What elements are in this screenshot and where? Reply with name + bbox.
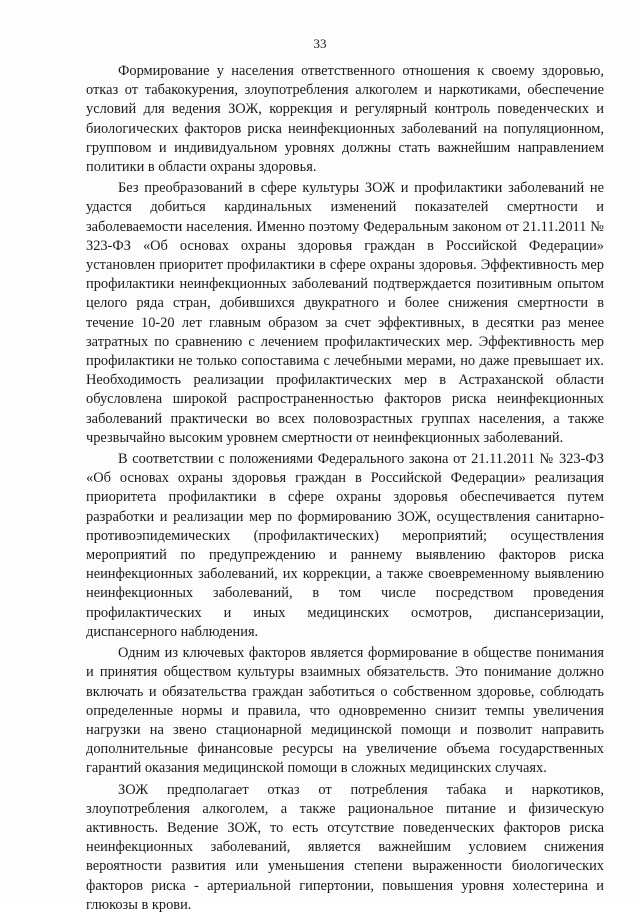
- paragraph-2: Без преобразований в сфере культуры ЗОЖ и профилактики заболеваний не удастся добиться кардинальных изменений показателей смертности и заболеваемости населения. Именно поэтому Федеральным законом от 21.11.2011 № 323-ФЗ «Об основах охраны здоровья граждан в Российской Федерации» установлен приоритет профилактики в сфере охраны здоровья. Эффективность мер профилактики неинфекционных заболеваний подтверждается позитивным опытом целого ряда стран, добившихся двукратного и более снижения смертности в течение 10-20 лет главным образом за счет эффективных, в десятки раз менее затратных по сравнению с лечением профилактических мер. Эффективность мер профилактики не только сопоставима с лечебными мерами, но даже превышает их. Необходимость реализации профилактических мер в Астраханской области обусловлена широкой распространенностью факторов риска неинфекционных заболеваний практически во всех половозрастных группах населения, а также чрезвычайно высоким уровнем смертности от неинфекционных заболеваний.: [86, 180, 604, 446]
- paragraph-3: В соответствии с положениями Федерального закона от 21.11.2011 № 323-ФЗ «Об основах охраны здоровья граждан в Российской Федерации» реализация приоритета профилактики в сфере охраны здоровья обеспечивается путем разработки и реализации мер по формированию ЗОЖ, осуществления санитарно-противоэпидемических (профилактических) мероприятий; осуществления мероприятий по предупреждению и раннему выявлению факторов риска неинфекционных заболеваний, их коррекции, а также своевременному выявлению неинфекционных заболеваний, в том числе посредством проведения профилактических и иных медицинских осмотров, диспансеризации, диспансерного наблюдения.: [86, 451, 604, 640]
- paragraph-1: Формирование у населения ответственного отношения к своему здоровью, отказ от табакокурения, злоупотребления алкоголем и наркотиками, обеспечение условий для ведения ЗОЖ, коррекция и регулярный контроль поведенческих и биологических факторов риска неинфекционных заболеваний на популяционном, групповом и индивидуальном уровнях должны стать важнейшим направлением политики в области охраны здоровья.: [86, 63, 604, 176]
- body-text: [86, 62, 604, 917]
- paragraph-5: ЗОЖ предполагает отказ от потребления табака и наркотиков, злоупотребления алкоголем, а также рациональное питание и физическую активность. Ведение ЗОЖ, то есть отсутствие поведенческих факторов риска неинфекционных заболеваний, является важнейшим условием снижения вероятности развития или уменьшения степени выраженности биологических факторов риска - артериальной гипертонии, повышения уровня холестерина и глюкозы в крови.: [86, 781, 604, 913]
- paragraph-4: Одним из ключевых факторов является формирование в обществе понимания и принятия обществом культуры взаимных обязательств. Это понимание должно включать и обязательства граждан заботиться о собственном здоровье, соблюдать определенные нормы и правила, что одновременно снизит темпы увеличения нагрузки на звено стационарной медицинской помощи и позволит направить дополнительные финансовые ресурсы на увеличение объема государственных гарантий оказания медицинской помощи в сложных медицинских случаях.: [86, 645, 604, 777]
- page-number: 33: [313, 36, 327, 51]
